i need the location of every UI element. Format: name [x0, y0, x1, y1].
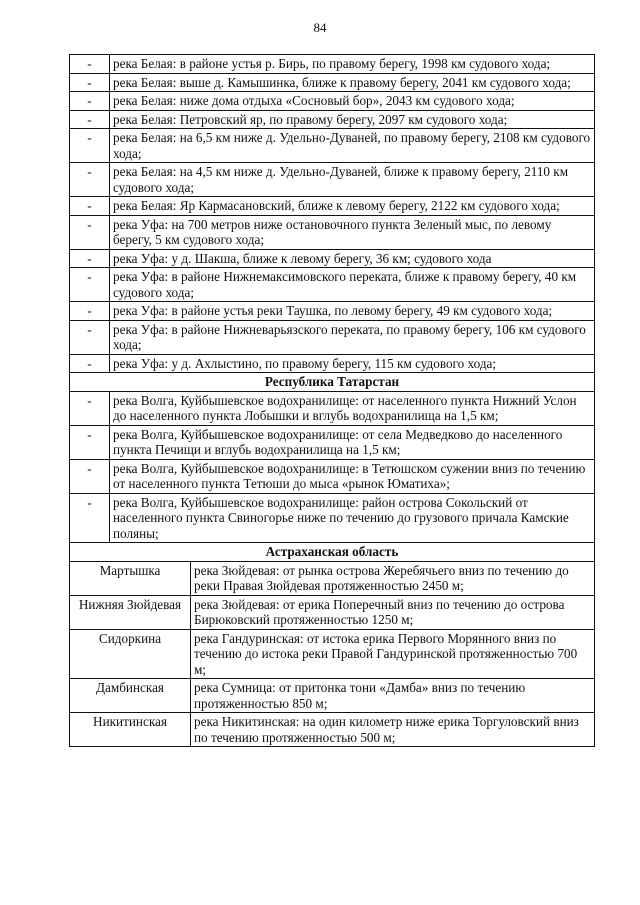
row-marker: -	[70, 493, 110, 543]
table-row	[70, 129, 595, 163]
row-marker: -	[70, 215, 110, 249]
row-marker: -	[70, 425, 110, 459]
row-marker: -	[70, 163, 110, 197]
row-text: река Зюйдевая: от ерика Поперечный вниз по течению до острова Бирюковский протяженностью 1250 м;	[191, 595, 595, 629]
section-row	[70, 543, 595, 562]
row-text: река Белая: на 6,5 км ниже д. Удельно-Дуваней, по правому берегу, 2108 км судового хода;	[110, 129, 595, 163]
row-text: река Зюйдевая: от рынка острова Жеребячьего вниз по течению до реки Правая Зюйдевая протяженностью 2450 м;	[191, 561, 595, 595]
row-text: река Уфа: у д. Ахлыстино, по правому берегу, 115 км судового хода;	[110, 354, 595, 373]
row-marker: -	[70, 249, 110, 268]
site-name: Мартышка	[70, 561, 191, 595]
section-header-astrakhan: Астраханская область	[70, 543, 595, 562]
row-marker: -	[70, 391, 110, 425]
row-marker: -	[70, 354, 110, 373]
row-marker: -	[70, 110, 110, 129]
row-marker: -	[70, 73, 110, 92]
table-row	[70, 92, 595, 111]
table-row	[70, 215, 595, 249]
section-row	[70, 373, 595, 392]
table-row	[70, 302, 595, 321]
row-marker: -	[70, 55, 110, 74]
row-text: река Волга, Куйбышевское водохранилище: в Тетюшском сужении вниз по течению от населенного пункта Тетюши до мыса «рынок Юматиха»;	[110, 459, 595, 493]
row-marker: -	[70, 268, 110, 302]
table-row	[70, 561, 595, 595]
site-name: Нижняя Зюйдевая	[70, 595, 191, 629]
table-row	[70, 249, 595, 268]
row-text: река Волга, Куйбышевское водохранилище: район острова Сокольский от населенного пункта Свиногорье ниже по течению до грузового причала Камские поляны;	[110, 493, 595, 543]
row-marker: -	[70, 197, 110, 216]
site-name: Дамбинская	[70, 679, 191, 713]
row-text: река Гандуринская: от истока ерика Первого Морянного вниз по течению до истока реки Правой Гандуринской протяженностью 700 м;	[191, 629, 595, 679]
table-row	[70, 679, 595, 713]
table-row	[70, 629, 595, 679]
row-text: река Белая: выше д. Камышинка, ближе к правому берегу, 2041 км судового хода;	[110, 73, 595, 92]
row-text: река Волга, Куйбышевское водохранилище: от населенного пункта Нижний Услон до населенного пункта Лобышки и вглубь водохранилища на 1,5 км;	[110, 391, 595, 425]
table-row	[70, 197, 595, 216]
row-marker: -	[70, 320, 110, 354]
row-text: река Уфа: на 700 метров ниже остановочного пункта Зеленый мыс, по левому берегу, 5 км судового хода;	[110, 215, 595, 249]
row-text: река Уфа: у д. Шакша, ближе к левому берегу, 36 км; судового хода	[110, 249, 595, 268]
row-text: река Уфа: в районе Нижневарьязского переката, по правому берегу, 106 км судового хода;	[110, 320, 595, 354]
table-row	[70, 595, 595, 629]
site-name: Никитинская	[70, 713, 191, 747]
document-table	[69, 54, 595, 747]
table-row	[70, 713, 595, 747]
row-text: река Белая: в районе устья р. Бирь, по правому берегу, 1998 км судового хода;	[110, 55, 595, 74]
row-text: река Волга, Куйбышевское водохранилище: от села Медведково до населенного пункта Печищи и вглубь водохранилища на 1,5 км;	[110, 425, 595, 459]
table-row	[70, 110, 595, 129]
table-row	[70, 268, 595, 302]
site-name: Сидоркина	[70, 629, 191, 679]
section-header-tatarstan: Республика Татарстан	[70, 373, 595, 392]
row-text: река Белая: Петровский яр, по правому берегу, 2097 км судового хода;	[110, 110, 595, 129]
table-row	[70, 493, 595, 543]
table-row	[70, 163, 595, 197]
row-marker: -	[70, 92, 110, 111]
row-text: река Белая: ниже дома отдыха «Сосновый бор», 2043 км судового хода;	[110, 92, 595, 111]
table-row	[70, 320, 595, 354]
table-row	[70, 459, 595, 493]
row-text: река Белая: на 4,5 км ниже д. Удельно-Дуваней, ближе к правому берегу, 2110 км судового хода;	[110, 163, 595, 197]
row-text: река Сумница: от притонка тони «Дамба» вниз по течению протяженностью 850 м;	[191, 679, 595, 713]
row-text: река Белая: Яр Кармасановский, ближе к левому берегу, 2122 км судового хода;	[110, 197, 595, 216]
row-text: река Уфа: в районе устья реки Таушка, по левому берегу, 49 км судового хода;	[110, 302, 595, 321]
row-marker: -	[70, 302, 110, 321]
table-row	[70, 354, 595, 373]
row-marker: -	[70, 129, 110, 163]
table-row	[70, 391, 595, 425]
page-number: 84	[313, 20, 327, 35]
table-row	[70, 55, 595, 74]
row-marker: -	[70, 459, 110, 493]
table-row	[70, 73, 595, 92]
table-row	[70, 425, 595, 459]
row-text: река Никитинская: на один километр ниже ерика Торгуловский вниз по течению протяженностью 500 м;	[191, 713, 595, 747]
row-text: река Уфа: в районе Нижнемаксимовского переката, ближе к правому берегу, 40 км судового хода;	[110, 268, 595, 302]
